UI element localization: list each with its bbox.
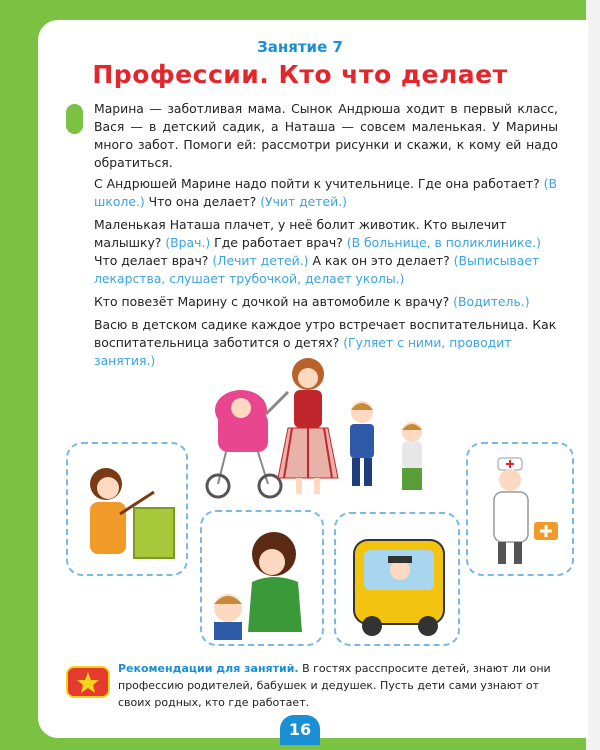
question-teacher [94,175,558,211]
question-text: Что она делает? [148,194,257,209]
answer-text: (Лечит детей.) [212,253,309,268]
family-illustration [196,352,446,512]
mother-and-son-illustration [202,512,322,644]
question-text: А как он это делает? [312,253,450,268]
question-text: С Андрюшей Марине надо пойти к учительнице. Где она работает? [94,176,540,191]
answer-text: (Гуляет с ними, проводит занятия.) [94,335,512,368]
mother-illustration [278,358,338,494]
question-text: Васю в детском садике каждое утро встречает воспитательница. Как воспитательница заботится о детях? [94,317,557,350]
doctor-visit-frame [200,510,324,646]
page-number-badge: 16 [280,715,320,745]
paragraph-marker [66,104,83,134]
answer-text: (В школе.) [94,176,557,209]
question-text: Маленькая Наташа плачет, у неё болит животик. Кто вылечит малышку? [94,217,507,250]
recommendation-body: В гостях расспросите детей, знают ли они профессию родителей, бабушек и дедушек. Пусть дети сами узнают от своих родных, кто где работает. [118,662,551,709]
driver-frame [334,512,460,646]
page-edge [586,0,600,750]
question-driver [94,293,558,311]
lesson-label: Занятие 7 [257,38,343,56]
question-doctor [94,216,558,288]
answer-text: (Выписывает лекарства, слушает трубочкой, делает уколы.) [94,253,540,286]
question-text: Кто повезёт Марину с дочкой на автомобиле к врачу? [94,294,450,309]
page-title: Профессии. Кто что делает [92,60,508,89]
answer-text: (Врач.) [165,235,211,250]
question-text: Что делает врач? [94,253,209,268]
page-number [0,715,600,745]
stroller-illustration [207,390,288,497]
answer-text: (В больнице, в поликлинике.) [346,235,541,250]
teacher-illustration [68,444,186,574]
bus-driver-illustration [336,514,458,644]
boy-vasya-illustration [402,422,422,490]
doctor-frame [466,442,574,576]
teacher-frame [66,442,188,576]
answer-text: (Водитель.) [453,294,530,309]
star-icon [66,666,110,698]
recommendation-text [118,660,558,711]
intro-paragraph: Марина — заботливая мама. Сынок Андрюша ходит в первый класс, Вася — в детский садик, а Наташа — совсем маленькая. У Марины много забот. Помоги ей: рассмотри рисунки и скажи, к кому ей надо обратиться. [94,101,558,170]
doctor-illustration [468,444,572,574]
answer-text: (Учит детей.) [260,194,347,209]
recommendation-heading: Рекомендации для занятий. [118,662,299,675]
question-text: Где работает врач? [214,235,343,250]
boy-andryusha-illustration [350,401,374,486]
